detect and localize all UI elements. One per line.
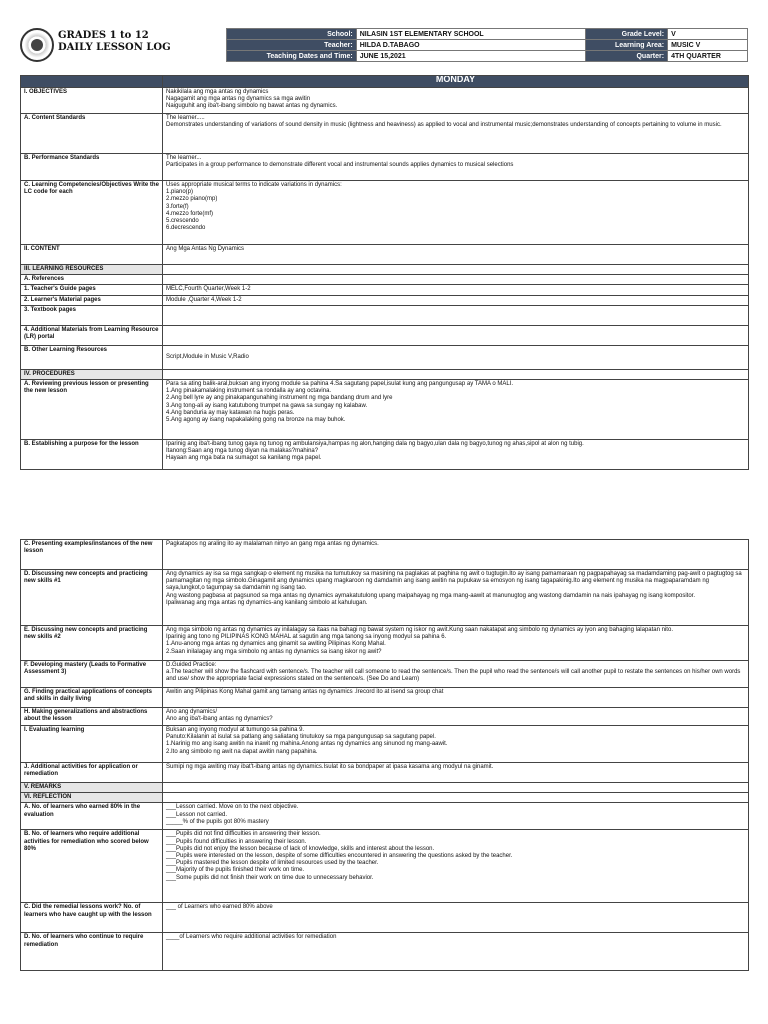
deped-seal-icon [20,28,54,62]
purpose-row [21,440,749,470]
evaluating-label: I. Evaluating learning [21,726,163,763]
competencies-row [21,181,749,245]
remarks-row [21,783,749,793]
quarter-label: Quarter: [586,51,668,62]
teachers-guide-row [21,285,749,295]
lesson-log-page2 [20,539,749,971]
learners-material-row [21,295,749,305]
other-resources-text: Script,Module in Music V,Radio [163,345,749,369]
additional-materials-row [21,325,749,345]
objectives-row [21,88,749,114]
dates-value: JUNE 15,2021 [356,51,586,62]
generalizations-label: H. Making generalizations and abstractions about the lesson [21,708,163,726]
remedial-label: C. Did the remedial lessons work? No. of learners who have caught up with the lesson [21,903,163,933]
teacher-value: HILDA D.TABAGO [356,40,586,51]
day-header: MONDAY [163,76,749,88]
other-resources-label: B. Other Learning Resources [21,345,163,369]
learners-material-label: 2. Learner's Material pages [21,295,163,305]
other-resources-row [21,345,749,369]
earned-label: A. No. of learners who earned 80% in the evaluation [21,803,163,830]
review-text: Para sa ating balik-aral,buksan ang inyong module sa pahina 4.Sa sagutang papel,isulat kung ang pangungusap ay TAMA o MALI. 1.Ang pinakamalaking instrument sa rondalla ay ang octavina. 2.Ang bell lyre ay ang pinakapangunahing instrument ng mga bandang drum and lyre 3.Ang tong-ali ay isang katutubong trumpet na gawa sa sungay ng kalabaw. 4.Ang banduria ay may katawan na hugis peras. 5.Ang agong ay isang napakalaking gong na bronze na may buhok. [163,380,749,440]
review-label: A. Reviewing previous lesson or presenting the new lesson [21,380,163,440]
earned-row [21,803,749,830]
teachers-guide-text: MELC,Fourth Quarter,Week 1-2 [163,285,749,295]
header-info-table [226,28,748,62]
grade-value: V [668,29,748,40]
resources-row [21,265,749,275]
textbook-label: 3. Textbook pages [21,305,163,325]
school-label: School: [227,29,357,40]
additional-materials-label: 4. Additional Materials from Learning Resource (LR) portal [21,325,163,345]
evaluating-row [21,726,749,763]
performance-standards-label: B. Performance Standards [21,154,163,181]
brand-line1: GRADES 1 to 12 [58,30,149,41]
generalizations-text: Ano ang dynamics/ Ano ang iba't-ibang antas ng dynamics? [163,708,749,726]
performance-standards-row [21,154,749,181]
discuss2-text: Ang mga simbolo ng antas ng dynamics ay inilalagay sa itaas na bahagi ng bawat system ng iskor ng awit.Kung saan nakatapat ang simbolo ng dynamics ay iyon ang bahaging lalapatan nito. Iparinig ang tono ng PILIPINAS KONG MAHAL at sagutin ang mga tanong sa inyong modyul sa pahina 6. 1.Anu-anong mga antas ng dynamics ang ginamit sa awiting Pilipinas Kong Mahal. 2.Saan inilalagay ang mga simbolo ng antas ng dynamics sa isang iskor ng awit? [163,626,749,661]
procedures-label: IV. PROCEDURES [21,369,163,379]
additional-text: Sumipi ng mga awiting may ibat't-ibang antas ng dynamics.Isulat ito sa bondpaper at ipasa kasama ang modyul na ginamit. [163,763,749,783]
examples-row [21,540,749,570]
examples-label: C. Presenting examples/instances of the new lesson [21,540,163,570]
school-value: NILASIN 1ST ELEMENTARY SCHOOL [356,29,586,40]
quarter-value: 4TH QUARTER [668,51,748,62]
content-row [21,245,749,265]
grade-label: Grade Level: [586,29,668,40]
mastery-label: F. Developing mastery (Leads to Formative Assessment 3) [21,661,163,688]
discuss1-row [21,570,749,626]
discuss1-label: D. Discussing new concepts and practicing new skills #1 [21,570,163,626]
continue-text: ____of Learners who require additional activities for remediation [163,933,749,971]
remedial-row [21,903,749,933]
applications-row [21,688,749,708]
require-label: B. No. of learners who require additional activities for remediation who scored below 80% [21,830,163,903]
teachers-guide-label: 1. Teacher's Guide pages [21,285,163,295]
mastery-text: D.Guided Practice: a.The teacher will show the flashcard with sentence/s. The teacher will call someone to read the sentence/s. Then the pupil who read the sentence/s will call another pupil to restate the sentences on his/her own words and use/ show the appropriate facial expressions stated on the sentence/s. (See Do and Learn) [163,661,749,688]
competencies-label: C. Learning Competencies/Objectives Write the LC code for each [21,181,163,245]
continue-label: D. No. of learners who continue to require remediation [21,933,163,971]
brand-title [58,30,171,54]
discuss2-label: E. Discussing new concepts and practicing new skills #2 [21,626,163,661]
purpose-label: B. Establishing a purpose for the lesson [21,440,163,470]
resources-label: III. LEARNING RESOURCES [21,265,163,275]
examples-text: Pagkatapos ng araling ito ay malalaman ninyo an gang mga antas ng dynamics. [163,540,749,570]
content-text: Ang Mga Antas Ng Dynamics [163,245,749,265]
brand-line2: DAILY LESSON LOG [58,42,171,53]
discuss1-text: Ang dynamics ay isa sa mga sangkap o element ng musika na tumutukoy sa masining na paglakas at paghina ng awit o tugtugin.Ito ay isang pamamaraan ng pagpapahayag sa madamdaming pag-awit o pagtugtog sa pamamagitan ng mga simbolo.Ginagamit ang dynamics upang magkaroon ng damdamin ang isang awitin na pupukaw sa emosyon ng isang tagapakinig.Ito ang element ng musika na magpaparamdam ng saya,lungkot,o tagumpay sa damdamin ng isang tao. Ang wastong pagbasa at pagsunod sa mga antas ng dynamics aymakatutulong upang maipahayag ng mga mang-aawit at manunugtog ang wastong damdamin na nais ipahayag ng isang kompositor. Ipaliwanag ang mga antas ng dynamics-ang kanilang simbolo at kahulugan. [163,570,749,626]
generalizations-row [21,708,749,726]
evaluating-text: Buksan ang inyong modyul at tumungo sa pahina 9. Panuto:Kilalanin at isulat sa patlang ang saliatang tinutukoy sa mga pangungusap sa sagutang papel. 1.Narinig mo ang isang awitin na inawit ng mahina.Anong antas ng dynamics ang sinunod ng mang-aawit. 2.Ito ang simbolo ng awit na dapat awitin nang papahina. [163,726,749,763]
dates-label: Teaching Dates and Time: [227,51,357,62]
continue-row [21,933,749,971]
applications-label: G. Finding practical applications of concepts and skills in daily living [21,688,163,708]
additional-row [21,763,749,783]
discuss2-row [21,626,749,661]
content-standards-label: A. Content Standards [21,114,163,154]
review-row [21,380,749,440]
procedures-row [21,369,749,379]
day-header-row [21,76,749,88]
mastery-row [21,661,749,688]
purpose-text: Iparinig ang iba't-ibang tunog gaya ng tunog ng ambulansiya,hampas ng alon,hanging dala ng bagyo,ulan dala ng bagyo,tunog ng ahas,sipol at alon ng tubig. Itanong:Saan ang mga tunog diyan na malakas?mahina? Hayaan ang mga bata na sumagot sa kanilang mga papel. [163,440,749,470]
remedial-text: ___ of Learners who earned 80% above [163,903,749,933]
content-standards-text: The learner..... Demonstrates understanding of variations of sound density in music (lightness and heaviness) as applied to vocal and instrumental music;demonstrates understanding of concepts pertaining to volume in music. [163,114,749,154]
objectives-label: I. OBJECTIVES [21,88,163,114]
competencies-text: Uses appropriate musical terms to indicate variations in dynamics: 1.piano(p) 2.mezzo piano(mp) 3.forte(f) 4.mezzo forte(mf) 5.crescendo 6.decrescendo [163,181,749,245]
teacher-label: Teacher: [227,40,357,51]
document-header [20,28,748,64]
require-row [21,830,749,903]
reflection-label: VI. REFLECTION [21,793,163,803]
objectives-text: Nakikilala ang mga antas ng dynamics Nagagamit ang mga antas ng dynamics sa mga awitin Naiguguhit ang iba't-ibang simbolo ng bawat antas ng dynamics. [163,88,749,114]
lesson-log-page1 [20,75,749,470]
area-value: MUSIC V [668,40,748,51]
earned-text: ___Lesson carried. Move on to the next objective. ___Lesson not carried. _____% of the pupils got 80% mastery [163,803,749,830]
area-label: Learning Area: [586,40,668,51]
applications-text: Awitin ang Pilipinas Kong Mahal gamit ang tamang antas ng dynamics .Irecord ito at isend sa group chat [163,688,749,708]
additional-label: J. Additional activities for application or remediation [21,763,163,783]
performance-standards-text: The learner... Participates in a group performance to demonstrate different vocal and instrumental sounds applies dynamics to musical selections [163,154,749,181]
content-standards-row [21,114,749,154]
learners-material-text: Module ,Quarter 4,Week 1-2 [163,295,749,305]
references-row [21,275,749,285]
remarks-label: V. REMARKS [21,783,163,793]
references-label: A. References [21,275,163,285]
content-label: II. CONTENT [21,245,163,265]
require-text: ___Pupils did not find difficulties in answering their lesson. ___Pupils found difficulties in answering their lesson. ___Pupils did not enjoy the lesson because of lack of knowledge, skills and interest about the lesson. ___Pupils were interested on the lesson, despite of some difficulties encountered in answering the questions asked by the teacher. ___Pupils mastered the lesson despite of limited resources used by the teacher. ___Majority of the pupils finished their work on time. ___Some pupils did not finish their work on time due to unnecessary behavior. [163,830,749,903]
reflection-row [21,793,749,803]
textbook-row [21,305,749,325]
